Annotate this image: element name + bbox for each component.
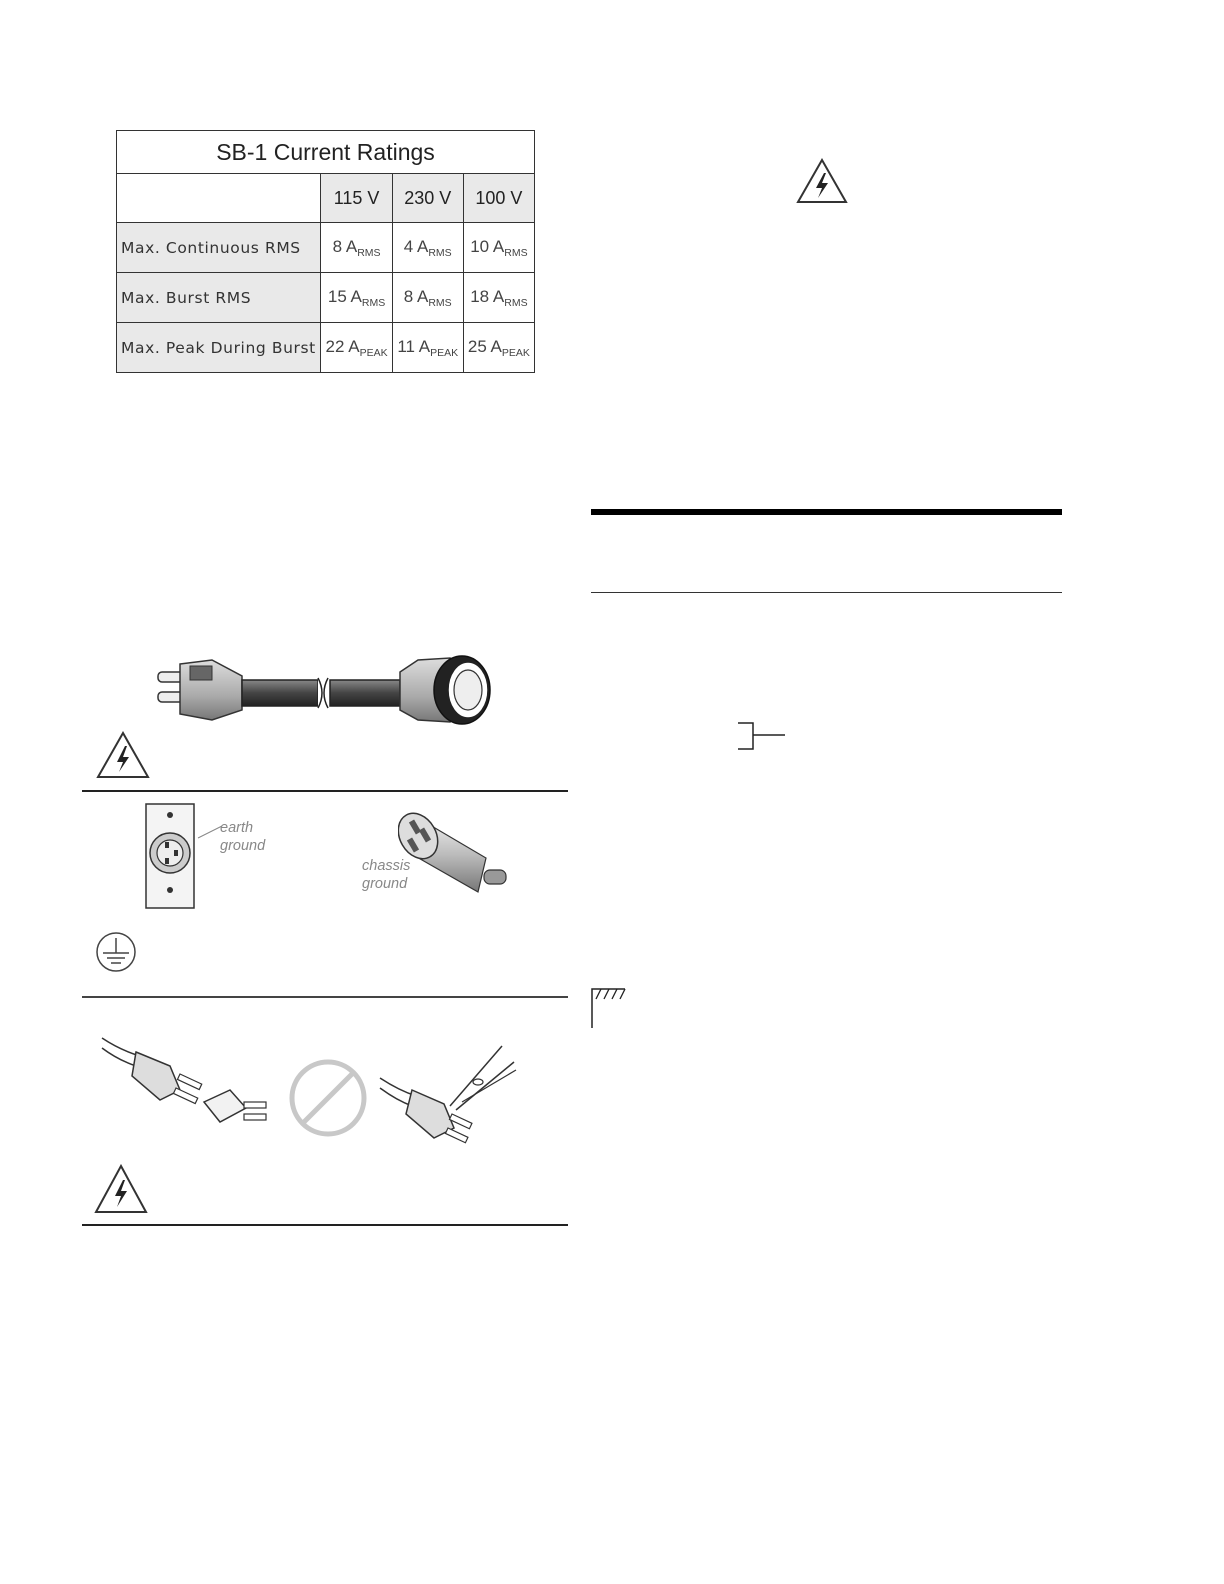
table-row bbox=[117, 273, 535, 323]
twist-lock-plug-illustration bbox=[398, 800, 516, 900]
ground-bracket-symbol bbox=[735, 720, 787, 752]
table-row bbox=[117, 323, 535, 373]
table-cell: 25 $A_{PEAK}$ bbox=[463, 323, 534, 373]
table-cell: 15 $A_{RMS}$ bbox=[321, 273, 392, 323]
row-label: Max. Continuous RMS bbox=[117, 223, 321, 273]
column-header-115v: 115 V bbox=[321, 174, 392, 223]
table-cell: 8 $A_{RMS}$ bbox=[321, 223, 392, 273]
table-cell: 4 $A_{RMS}$ bbox=[392, 223, 463, 273]
row-label: Max. Burst RMS bbox=[117, 273, 321, 323]
table-row bbox=[117, 223, 535, 273]
column-header-230v: 230 V bbox=[392, 174, 463, 223]
table-cell: 22 $A_{PEAK}$ bbox=[321, 323, 392, 373]
table-cell: 10 $A_{RMS}$ bbox=[463, 223, 534, 273]
electrical-warning-icon bbox=[96, 731, 150, 779]
power-cord-illustration bbox=[150, 630, 498, 730]
table-cell: 8 $A_{RMS}$ bbox=[392, 273, 463, 323]
table-cell: 18 $A_{RMS}$ bbox=[463, 273, 534, 323]
section-rule bbox=[82, 1224, 568, 1226]
chassis-ground-icon bbox=[589, 985, 631, 1031]
wall-outlet-illustration bbox=[140, 800, 204, 912]
current-ratings-table bbox=[116, 130, 535, 373]
chassis-ground-caption: chassis ground bbox=[362, 858, 411, 892]
earth-ground-caption: earth ground bbox=[220, 820, 266, 854]
electrical-warning-icon bbox=[796, 158, 848, 204]
section-rule bbox=[82, 996, 568, 998]
table-cell: 11 $A_{PEAK}$ bbox=[392, 323, 463, 373]
protective-earth-icon bbox=[94, 931, 138, 973]
section-rule bbox=[591, 509, 1062, 515]
section-divider bbox=[591, 592, 1062, 593]
row-label: Max. Peak During Burst bbox=[117, 323, 321, 373]
ground-adapter-illustration bbox=[100, 1030, 272, 1134]
header-blank-cell bbox=[117, 174, 321, 223]
cutting-ground-pin-illustration bbox=[378, 1042, 520, 1148]
column-header-100v: 100 V bbox=[463, 174, 534, 223]
section-rule bbox=[82, 790, 568, 792]
table-title: SB-1 Current Ratings bbox=[117, 131, 535, 174]
electrical-warning-icon bbox=[94, 1164, 148, 1214]
prohibited-icon bbox=[286, 1056, 370, 1140]
